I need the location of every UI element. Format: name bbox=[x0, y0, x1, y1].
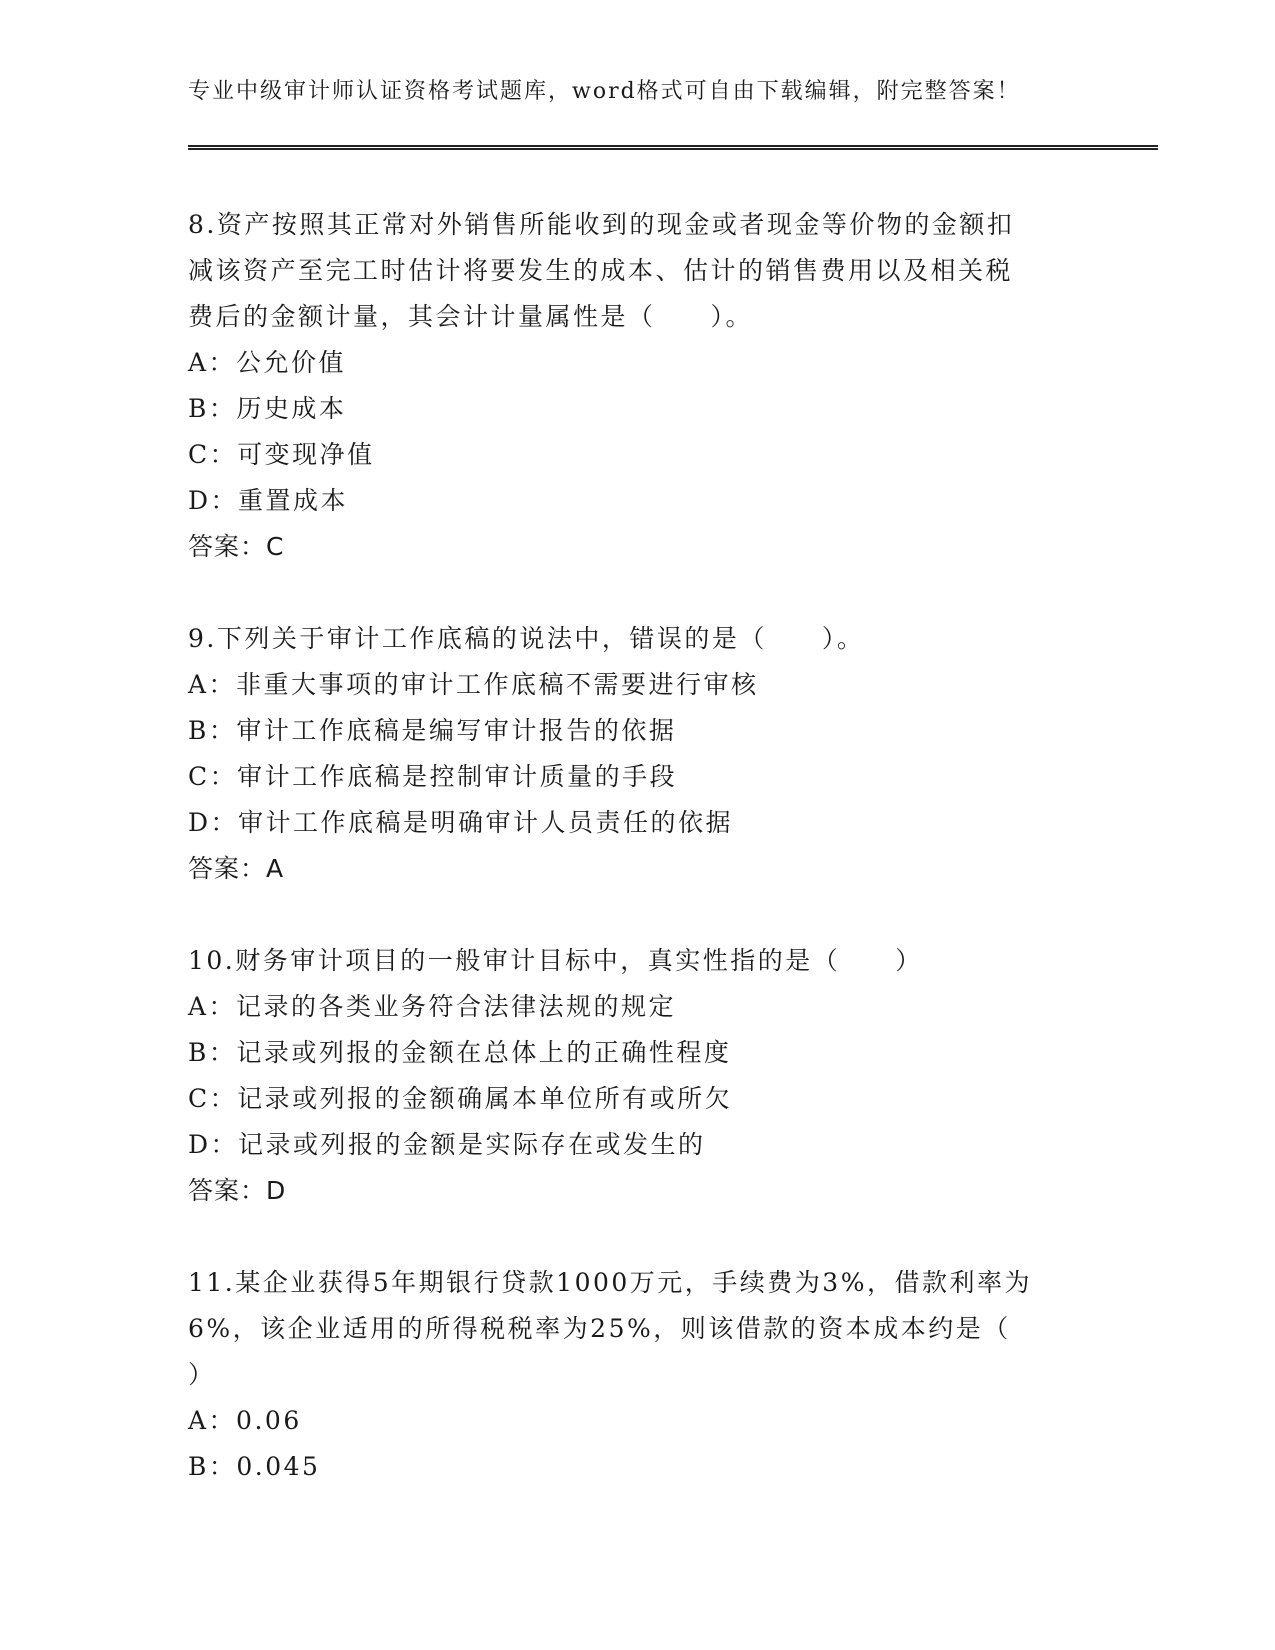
option-a: A：公允价值 bbox=[188, 348, 347, 377]
option-a: A：0.06 bbox=[188, 1406, 302, 1435]
question-text: 9.下列关于审计工作底稿的说法中，错误的是（ ）。 bbox=[188, 624, 865, 653]
option-c: C：记录或列报的金额确属本单位所有或所欠 bbox=[188, 1084, 733, 1113]
question-10 bbox=[188, 938, 1088, 1214]
question-list bbox=[188, 202, 1088, 1536]
question-text: ） bbox=[188, 1360, 216, 1389]
question-text: 11.某企业获得5年期银行贷款1000万元，手续费为3%，借款利率为 bbox=[188, 1268, 1032, 1297]
page-header: 专业中级审计师认证资格考试题库，word格式可自由下载编辑，附完整答案！ bbox=[188, 79, 1021, 104]
option-a: A：记录的各类业务符合法律法规的规定 bbox=[188, 992, 677, 1021]
question-11 bbox=[188, 1260, 1088, 1490]
option-d: D：重置成本 bbox=[188, 486, 349, 515]
option-b: B：记录或列报的金额在总体上的正确性程度 bbox=[188, 1038, 732, 1067]
question-text: 10.财务审计项目的一般审计目标中，真实性指的是（ ） bbox=[188, 946, 923, 975]
option-a: A：非重大事项的审计工作底稿不需要进行审核 bbox=[188, 670, 759, 699]
option-c: C：审计工作底稿是控制审计质量的手段 bbox=[188, 762, 678, 791]
option-b: B：历史成本 bbox=[188, 394, 347, 423]
question-8 bbox=[188, 202, 1088, 570]
option-d: D：审计工作底稿是明确审计人员责任的依据 bbox=[188, 808, 734, 837]
question-text: 费后的金额计量，其会计计量属性是（ ）。 bbox=[188, 302, 754, 331]
question-text: 减该资产至完工时估计将要发生的成本、估计的销售费用以及相关税 bbox=[188, 256, 1014, 285]
answer: 答案：D bbox=[188, 1176, 287, 1205]
question-9 bbox=[188, 616, 1088, 892]
option-c: C：可变现净值 bbox=[188, 440, 375, 469]
option-b: B：审计工作底稿是编写审计报告的依据 bbox=[188, 716, 677, 745]
option-b: B：0.045 bbox=[188, 1452, 321, 1481]
answer: 答案：C bbox=[188, 532, 285, 561]
option-d: D：记录或列报的金额是实际存在或发生的 bbox=[188, 1130, 706, 1159]
answer: 答案：A bbox=[188, 854, 285, 883]
question-text: 6%，该企业适用的所得税税率为25%，则该借款的资本成本约是（ bbox=[188, 1314, 1011, 1343]
question-text: 8.资产按照其正常对外销售所能收到的现金或者现金等价物的金额扣 bbox=[188, 210, 1015, 239]
header-divider bbox=[188, 145, 1158, 150]
